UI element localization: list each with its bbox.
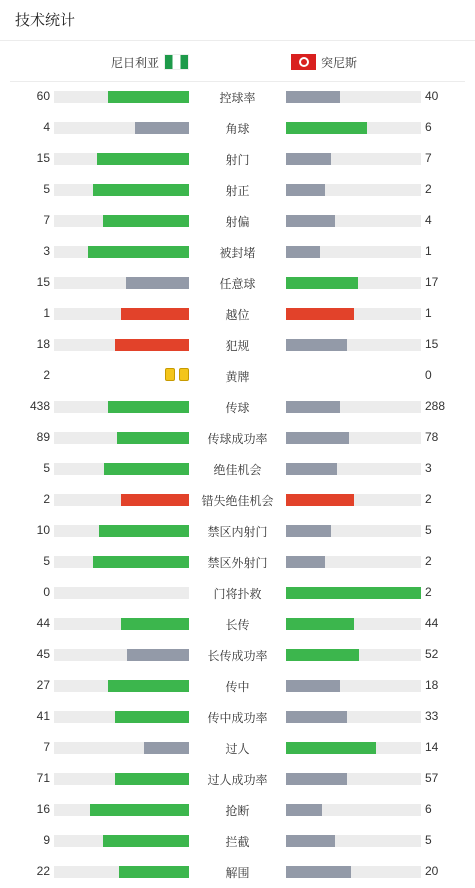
away-value: 20 [425, 864, 439, 878]
home-bar [126, 277, 189, 289]
away-bar-track [286, 618, 421, 630]
home-bar [135, 122, 189, 134]
home-value: 60 [36, 89, 50, 103]
stat-row [0, 732, 475, 763]
home-bar [93, 184, 189, 196]
home-value: 7 [43, 740, 50, 754]
stat-label: 射正 [225, 184, 250, 198]
stat-label: 抢断 [225, 804, 250, 818]
home-bar-track [54, 184, 189, 196]
away-bar-track [286, 649, 421, 661]
stat-label: 射门 [225, 153, 250, 167]
home-value: 41 [36, 709, 50, 723]
away-bar-track [286, 773, 421, 785]
home-value: 5 [43, 182, 50, 196]
stat-row [0, 298, 475, 329]
home-bar [97, 153, 189, 165]
stat-label: 传球成功率 [207, 432, 268, 446]
away-bar-track [286, 432, 421, 444]
away-bar [286, 866, 351, 878]
away-bar [286, 246, 320, 258]
nigeria-flag-icon [164, 54, 189, 70]
home-bar-track [54, 153, 189, 165]
home-value: 9 [43, 833, 50, 847]
away-bar-track [286, 184, 421, 196]
away-bar-track [286, 866, 421, 878]
stat-label: 长传成功率 [207, 649, 268, 663]
away-bar-track [286, 680, 421, 692]
away-bar [286, 277, 358, 289]
stat-label: 任意球 [219, 277, 256, 291]
away-bar-track [286, 711, 421, 723]
stat-row [0, 577, 475, 608]
stat-label: 射偏 [225, 215, 250, 229]
stat-label: 传球 [225, 401, 250, 415]
home-team [111, 50, 189, 74]
home-value: 3 [43, 244, 50, 258]
away-bar-track [286, 556, 421, 568]
home-value: 438 [29, 399, 50, 413]
away-value: 40 [425, 89, 439, 103]
stat-row [0, 391, 475, 422]
tunisia-flag-icon [291, 54, 316, 70]
title-divider [0, 40, 475, 41]
home-bar-track [54, 649, 189, 661]
home-bar-track [54, 773, 189, 785]
away-bar [286, 401, 340, 413]
away-value: 18 [425, 678, 439, 692]
home-bar-track [54, 308, 189, 320]
away-bar [286, 184, 325, 196]
away-bar [286, 649, 359, 661]
home-bar [119, 866, 189, 878]
away-bar [286, 215, 335, 227]
stat-row [0, 639, 475, 670]
away-bar [286, 91, 340, 103]
away-value: 2 [425, 554, 432, 568]
home-value: 18 [36, 337, 50, 351]
away-value: 5 [425, 523, 432, 537]
home-value: 4 [43, 120, 50, 134]
away-bar-track [286, 122, 421, 134]
home-bar-track [54, 339, 189, 351]
away-bar [286, 525, 331, 537]
away-bar-track [286, 804, 421, 816]
away-bar-track [286, 401, 421, 413]
stat-row [0, 608, 475, 639]
home-bar [104, 463, 189, 475]
away-bar-track [286, 525, 421, 537]
stat-row [0, 670, 475, 701]
stat-label: 传中 [225, 680, 250, 694]
stat-label: 错失绝佳机会 [201, 494, 274, 508]
stat-row [0, 546, 475, 577]
home-bar [90, 804, 189, 816]
stat-row [0, 205, 475, 236]
away-value: 33 [425, 709, 439, 723]
away-bar-track [286, 339, 421, 351]
stat-row [0, 763, 475, 794]
away-bar [286, 308, 354, 320]
home-team-name: 尼日利亚 [110, 55, 159, 70]
home-bar [127, 649, 189, 661]
stat-label: 越位 [225, 308, 250, 322]
away-team [291, 50, 357, 74]
away-bar [286, 432, 349, 444]
home-bar [115, 339, 189, 351]
away-value: 6 [425, 120, 432, 134]
home-value: 15 [36, 151, 50, 165]
stat-row [0, 825, 475, 856]
away-value: 78 [425, 430, 439, 444]
home-bar-track [54, 680, 189, 692]
away-bar-track [286, 153, 421, 165]
home-bar [121, 308, 189, 320]
home-bar-track [54, 277, 189, 289]
home-bar [103, 215, 189, 227]
away-bar-track [286, 494, 421, 506]
away-bar [286, 804, 322, 816]
stat-label: 绝佳机会 [213, 463, 262, 477]
stat-row [0, 236, 475, 267]
stat-label: 禁区内射门 [207, 525, 268, 539]
stat-row [0, 422, 475, 453]
away-value: 44 [425, 616, 439, 630]
away-value: 6 [425, 802, 432, 816]
home-bar [99, 525, 189, 537]
away-bar [286, 153, 331, 165]
home-bar [108, 401, 189, 413]
stat-row [0, 267, 475, 298]
stat-label: 禁区外射门 [207, 556, 268, 570]
stat-row [0, 81, 475, 112]
away-bar [286, 556, 325, 568]
home-bar [121, 494, 189, 506]
home-value: 27 [36, 678, 50, 692]
away-value: 52 [425, 647, 439, 661]
home-value: 89 [36, 430, 50, 444]
away-value: 288 [425, 399, 446, 413]
away-team-name: 突尼斯 [321, 55, 358, 70]
away-bar [286, 773, 347, 785]
away-bar-track [286, 742, 421, 754]
home-value: 2 [43, 368, 50, 382]
away-value: 2 [425, 492, 432, 506]
home-bar [108, 91, 189, 103]
home-bar-track [54, 432, 189, 444]
stat-label: 被封堵 [219, 246, 256, 260]
away-value: 1 [425, 306, 432, 320]
away-value: 5 [425, 833, 432, 847]
away-value: 17 [425, 275, 439, 289]
home-value: 2 [43, 492, 50, 506]
away-bar-track [286, 246, 421, 258]
stat-label: 解围 [225, 866, 250, 880]
stat-row [0, 112, 475, 143]
home-bar-track [54, 525, 189, 537]
stat-label: 拦截 [225, 835, 250, 849]
home-bar-track [54, 556, 189, 568]
home-bar [115, 711, 189, 723]
stat-label: 黄牌 [225, 370, 250, 384]
away-bar-track [286, 91, 421, 103]
away-bar [286, 122, 367, 134]
home-value: 15 [36, 275, 50, 289]
stat-label: 过人成功率 [207, 773, 268, 787]
stat-row [0, 484, 475, 515]
away-bar-track [286, 308, 421, 320]
home-bar-track [54, 215, 189, 227]
away-value: 15 [425, 337, 439, 351]
away-bar [286, 835, 335, 847]
away-value: 2 [425, 182, 432, 196]
away-bar [286, 742, 376, 754]
away-bar [286, 711, 347, 723]
home-bar-track [54, 866, 189, 878]
home-bar-track [54, 122, 189, 134]
home-bar [93, 556, 189, 568]
stat-label: 长传 [225, 618, 250, 632]
home-yellow-cards [54, 368, 189, 382]
home-value: 0 [43, 585, 50, 599]
home-bar-track [54, 835, 189, 847]
stat-label: 角球 [225, 122, 250, 136]
stat-label: 过人 [225, 742, 250, 756]
stat-row [0, 360, 475, 391]
away-bar [286, 339, 347, 351]
away-bar [286, 463, 337, 475]
home-bar [88, 246, 189, 258]
away-value: 7 [425, 151, 432, 165]
away-bar [286, 618, 354, 630]
home-bar [144, 742, 189, 754]
away-bar-track [286, 277, 421, 289]
home-value: 7 [43, 213, 50, 227]
yellow-card-icon [179, 368, 189, 381]
home-bar-track [54, 401, 189, 413]
team-header [0, 50, 475, 74]
home-bar [117, 432, 189, 444]
stat-row [0, 174, 475, 205]
away-bar [286, 587, 421, 599]
stat-row [0, 794, 475, 825]
home-bar-track [54, 494, 189, 506]
stat-label: 门将扑救 [213, 587, 262, 601]
away-value: 1 [425, 244, 432, 258]
home-bar [108, 680, 189, 692]
home-value: 16 [36, 802, 50, 816]
home-bar-track [54, 742, 189, 754]
home-bar [121, 618, 189, 630]
home-value: 45 [36, 647, 50, 661]
home-value: 5 [43, 461, 50, 475]
stat-row [0, 515, 475, 546]
home-value: 1 [43, 306, 50, 320]
away-value: 14 [425, 740, 439, 754]
away-value: 57 [425, 771, 439, 785]
home-bar-track [54, 91, 189, 103]
stat-row [0, 453, 475, 484]
home-value: 10 [36, 523, 50, 537]
away-bar [286, 494, 354, 506]
away-bar [286, 680, 340, 692]
home-bar [103, 835, 189, 847]
home-value: 22 [36, 864, 50, 878]
home-bar-track [54, 804, 189, 816]
home-bar [115, 773, 189, 785]
stat-label: 控球率 [219, 91, 256, 105]
away-value: 0 [425, 368, 432, 382]
stat-row [0, 701, 475, 732]
home-bar-track [54, 463, 189, 475]
home-bar-track [54, 618, 189, 630]
home-bar-track [54, 246, 189, 258]
home-bar-track [54, 711, 189, 723]
stat-row [0, 329, 475, 360]
yellow-card-icon [165, 368, 175, 381]
stat-row [0, 143, 475, 174]
page-title: 技术统计 [15, 12, 76, 29]
away-bar-track [286, 463, 421, 475]
away-bar-track [286, 587, 421, 599]
away-value: 4 [425, 213, 432, 227]
stat-label: 犯规 [225, 339, 250, 353]
away-value: 2 [425, 585, 432, 599]
home-bar-track [54, 587, 189, 599]
stat-label: 传中成功率 [207, 711, 268, 725]
home-value: 5 [43, 554, 50, 568]
home-value: 44 [36, 616, 50, 630]
stat-row [0, 856, 475, 887]
away-bar-track [286, 215, 421, 227]
away-bar-track [286, 835, 421, 847]
away-value: 3 [425, 461, 432, 475]
home-value: 71 [36, 771, 50, 785]
